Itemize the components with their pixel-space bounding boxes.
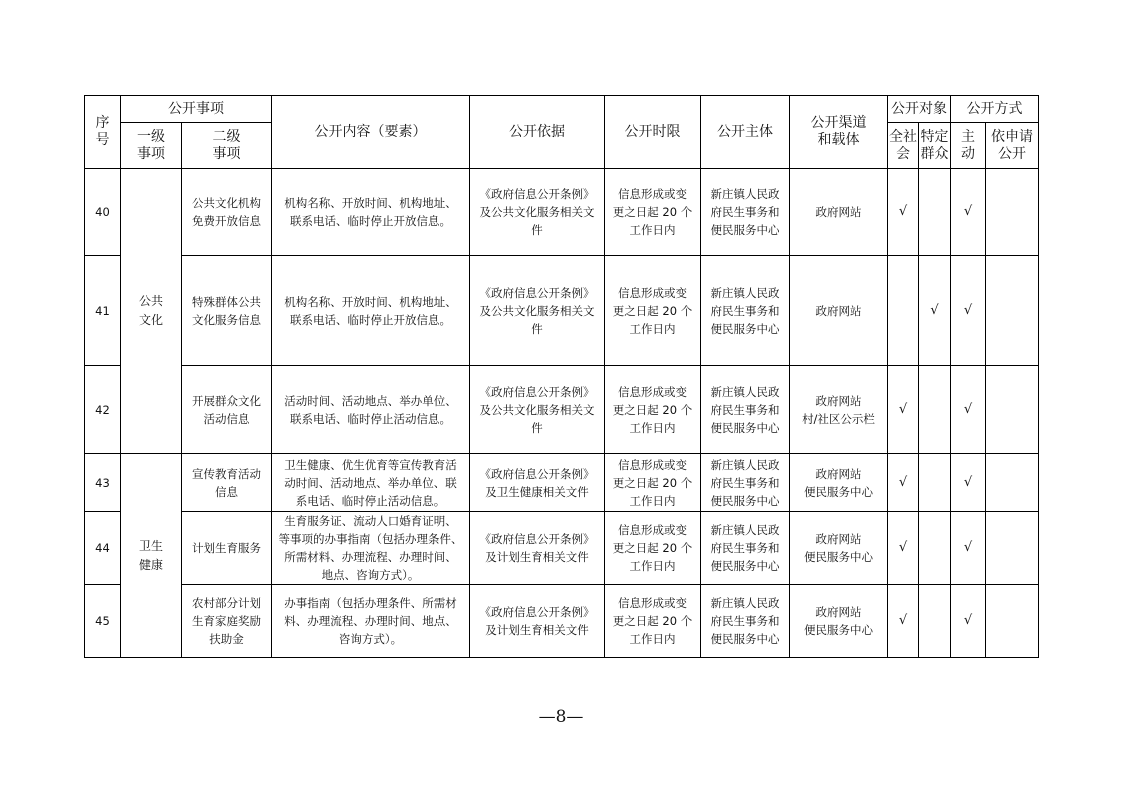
- category-culture-line1: 公共: [138, 294, 163, 308]
- row-item: [182, 454, 272, 512]
- table-row: [85, 512, 1039, 585]
- row-item-line: 宣传教育活动: [192, 466, 261, 481]
- row-content-line: 联系电话、临时停止活动信息。: [290, 411, 451, 426]
- row-content-line: 地点、咨询方式）。: [321, 568, 420, 582]
- row-content-line: 办事指南（包括办理条件、所需材: [284, 596, 457, 610]
- row-time-line: 更之日起 20 个: [612, 303, 693, 318]
- header-level1-line1: 一级: [137, 128, 165, 145]
- row-channel-line: 便民服务中心: [804, 484, 873, 499]
- row-content-line: 生育服务证、流动人口婚育证明、: [284, 514, 457, 528]
- row-basis-line: 《政府信息公开条例》: [479, 187, 595, 201]
- row-subject: [701, 256, 790, 366]
- row-content-line: 咨询方式）。: [338, 632, 403, 646]
- row-all-society-check: √: [888, 585, 919, 658]
- row-basis-line: 《政府信息公开条例》: [479, 466, 595, 481]
- header-specific: [919, 123, 951, 169]
- category-culture: [121, 169, 182, 454]
- row-all-society-check: √: [888, 454, 919, 512]
- header-channel-line1: 公开渠道: [810, 115, 867, 131]
- row-request-check: [986, 256, 1039, 366]
- row-item-line: 公共文化机构: [192, 196, 261, 210]
- row-subject-line: 便民服务中心: [710, 321, 780, 336]
- header-level1: [121, 123, 182, 169]
- row-seq: 41: [85, 256, 121, 366]
- row-active-check: √: [951, 454, 986, 512]
- row-item-line: 开展群众文化: [192, 393, 261, 408]
- row-time-line: 更之日起 20 个: [612, 402, 693, 417]
- header-specific-line1: 特定: [920, 128, 949, 145]
- row-basis-line: 《政府信息公开条例》: [479, 384, 595, 399]
- header-level2: [182, 123, 272, 169]
- row-request-check: [986, 512, 1039, 585]
- row-all-society-check: √: [888, 512, 919, 585]
- row-time-line: 工作日内: [629, 632, 676, 646]
- row-basis-line: 件: [531, 223, 543, 237]
- row-subject-line: 便民服务中心: [710, 632, 780, 646]
- row-specific-check: √: [919, 256, 951, 366]
- row-content: [272, 366, 470, 454]
- table-row: [85, 256, 1039, 366]
- row-time-line: 工作日内: [629, 223, 676, 237]
- row-timelimit: [605, 454, 701, 512]
- table-row: [85, 366, 1039, 454]
- row-active-check: √: [951, 169, 986, 256]
- row-timelimit: [605, 169, 701, 256]
- row-content: [272, 585, 470, 658]
- row-content-line: 联系电话、临时停止开放信息。: [290, 312, 451, 327]
- row-content: [272, 256, 470, 366]
- category-health-line2: 健康: [138, 557, 163, 572]
- row-content-line: 料、办理流程、办理时间、地点、: [284, 614, 457, 628]
- row-time-line: 信息形成或变: [618, 384, 687, 399]
- row-active-check: √: [951, 366, 986, 454]
- header-seq-line2: 号: [95, 132, 110, 148]
- row-basis-line: 件: [531, 420, 543, 435]
- row-time-line: 工作日内: [629, 493, 676, 508]
- row-subject-line: 府民生事务和: [710, 541, 780, 555]
- row-item-line: 农村部分计划: [192, 596, 261, 610]
- row-subject-line: 便民服务中心: [710, 559, 780, 573]
- row-basis-line: 及计划生育相关文件: [485, 550, 589, 564]
- row-content-line: 活动时间、活动地点、举办单位、: [284, 393, 457, 408]
- row-time-line: 工作日内: [629, 559, 676, 573]
- row-subject-line: 新庄镇人民政: [710, 285, 780, 300]
- table-row: [85, 454, 1039, 512]
- row-subject-line: 便民服务中心: [710, 420, 780, 435]
- row-subject: [701, 366, 790, 454]
- row-request-check: [986, 585, 1039, 658]
- row-basis-line: 及卫生健康相关文件: [485, 484, 589, 499]
- row-subject-line: 便民服务中心: [710, 493, 780, 508]
- row-all-society-check: [888, 256, 919, 366]
- row-timelimit: [605, 366, 701, 454]
- header-all-society: [888, 123, 919, 169]
- row-channel-line: 政府网站: [815, 303, 862, 318]
- row-all-society-check: √: [888, 169, 919, 256]
- row-specific-check: [919, 512, 951, 585]
- row-channel-line: 村/社区公示栏: [802, 411, 875, 426]
- row-channel: [790, 454, 888, 512]
- row-timelimit: [605, 256, 701, 366]
- row-content: [272, 169, 470, 256]
- category-culture-line2: 文化: [138, 313, 163, 327]
- row-basis: [470, 366, 605, 454]
- row-basis-line: 及公共文化服务相关文: [479, 402, 595, 417]
- header-level2-line1: 二级: [212, 128, 241, 145]
- row-subject-line: 新庄镇人民政: [710, 523, 780, 537]
- row-item: [182, 256, 272, 366]
- header-level2-line2: 事项: [212, 145, 241, 162]
- row-channel: [790, 585, 888, 658]
- row-channel-line: 政府网站: [815, 605, 862, 619]
- header-channel-line2: 和载体: [817, 132, 860, 148]
- row-active-check: √: [951, 585, 986, 658]
- row-active-check: √: [951, 256, 986, 366]
- row-basis-line: 及公共文化服务相关文: [479, 303, 595, 318]
- row-subject-line: 府民生事务和: [710, 402, 780, 417]
- row-active-check: √: [951, 512, 986, 585]
- row-specific-check: [919, 454, 951, 512]
- table-row: [85, 585, 1039, 658]
- row-basis-line: 《政府信息公开条例》: [479, 532, 595, 546]
- row-content-line: 系电话、临时停止活动信息。: [295, 493, 446, 508]
- header-basis: 公开依据: [470, 96, 605, 169]
- row-subject: [701, 169, 790, 256]
- row-item: [182, 512, 272, 585]
- row-item-line: 生育家庭奖励: [192, 614, 261, 628]
- row-time-line: 工作日内: [629, 420, 676, 435]
- header-seq-line1: 序: [95, 115, 110, 131]
- header-timelimit: 公开时限: [605, 96, 701, 169]
- row-seq: 43: [85, 454, 121, 512]
- row-time-line: 信息形成或变: [618, 457, 687, 472]
- row-basis: [470, 454, 605, 512]
- header-request-line2: 公开: [998, 145, 1026, 162]
- row-subject: [701, 512, 790, 585]
- row-channel-line: 政府网站: [815, 532, 862, 546]
- row-specific-check: [919, 585, 951, 658]
- table-row: [85, 169, 1039, 256]
- row-request-check: [986, 366, 1039, 454]
- row-content: [272, 512, 470, 585]
- row-item-line: 信息: [215, 484, 238, 499]
- row-content: [272, 454, 470, 512]
- row-channel-line: 政府网站: [815, 393, 862, 408]
- row-content-line: 联系电话、临时停止开放信息。: [290, 214, 451, 228]
- header-active-line2: 动: [961, 145, 975, 162]
- category-health-line1: 卫生: [138, 538, 163, 553]
- row-specific-check: [919, 169, 951, 256]
- row-channel: [790, 169, 888, 256]
- header-level1-line2: 事项: [137, 145, 165, 162]
- row-subject-line: 新庄镇人民政: [710, 457, 780, 472]
- row-subject-line: 府民生事务和: [710, 614, 780, 628]
- row-seq: 40: [85, 169, 121, 256]
- row-time-line: 信息形成或变: [618, 285, 687, 300]
- header-active: [951, 123, 986, 169]
- row-content-line: 等事项的办事指南（包括办理条件、: [278, 532, 463, 546]
- row-content-line: 机构名称、开放时间、机构地址、: [284, 196, 457, 210]
- row-time-line: 信息形成或变: [618, 187, 687, 201]
- row-item: [182, 169, 272, 256]
- row-channel: [790, 366, 888, 454]
- header-all-society-line2: 会: [896, 145, 910, 162]
- row-content-line: 卫生健康、优生优育等宣传教育活: [284, 457, 457, 472]
- row-basis-line: 《政府信息公开条例》: [479, 605, 595, 619]
- row-time-line: 更之日起 20 个: [612, 475, 693, 490]
- row-subject-line: 新庄镇人民政: [710, 384, 780, 399]
- row-specific-check: [919, 366, 951, 454]
- row-seq: 42: [85, 366, 121, 454]
- row-item-line: 扶助金: [209, 632, 244, 646]
- row-subject: [701, 454, 790, 512]
- header-item-group: 公开事项: [121, 96, 272, 123]
- header-all-society-line1: 全社: [889, 128, 917, 145]
- row-item-line: 计划生育服务: [192, 541, 261, 555]
- header-target-group: 公开对象: [888, 96, 951, 123]
- header-active-line1: 主: [961, 128, 975, 145]
- row-basis: [470, 585, 605, 658]
- header-request-line1: 依申请: [991, 128, 1033, 145]
- row-request-check: [986, 454, 1039, 512]
- disclosure-table: [84, 95, 1039, 658]
- header-subject: 公开主体: [701, 96, 790, 169]
- row-channel: [790, 512, 888, 585]
- row-subject-line: 新庄镇人民政: [710, 596, 780, 610]
- row-item-line: 免费开放信息: [192, 214, 261, 228]
- row-timelimit: [605, 585, 701, 658]
- row-time-line: 更之日起 20 个: [612, 205, 693, 219]
- row-basis-line: 件: [531, 321, 543, 336]
- row-basis-line: 及计划生育相关文件: [485, 623, 589, 637]
- header-seq: [85, 96, 121, 169]
- row-channel-line: 便民服务中心: [804, 550, 873, 564]
- row-basis: [470, 256, 605, 366]
- row-item-line: 活动信息: [203, 411, 250, 426]
- row-time-line: 更之日起 20 个: [612, 614, 693, 628]
- row-subject-line: 便民服务中心: [710, 223, 780, 237]
- row-item: [182, 585, 272, 658]
- row-basis-line: 《政府信息公开条例》: [479, 285, 595, 300]
- row-channel-line: 政府网站: [815, 466, 862, 481]
- row-timelimit: [605, 512, 701, 585]
- row-seq: 44: [85, 512, 121, 585]
- row-item-line: 文化服务信息: [192, 312, 261, 327]
- row-all-society-check: √: [888, 366, 919, 454]
- category-health: [121, 454, 182, 658]
- page-number: —8—: [538, 707, 584, 727]
- row-content-line: 动时间、活动地点、举办单位、联: [284, 475, 457, 490]
- row-basis: [470, 512, 605, 585]
- row-channel: [790, 256, 888, 366]
- header-request: [986, 123, 1039, 169]
- row-subject-line: 府民生事务和: [710, 475, 780, 490]
- row-basis-line: 及公共文化服务相关文: [479, 205, 595, 219]
- header-specific-line2: 群众: [920, 145, 949, 162]
- header-channel: [790, 96, 888, 169]
- row-item: [182, 366, 272, 454]
- row-time-line: 工作日内: [629, 321, 676, 336]
- row-content-line: 机构名称、开放时间、机构地址、: [284, 294, 457, 309]
- row-item-line: 特殊群体公共: [192, 294, 261, 309]
- row-request-check: [986, 169, 1039, 256]
- row-subject-line: 府民生事务和: [710, 205, 780, 219]
- row-subject-line: 新庄镇人民政: [710, 187, 780, 201]
- row-subject: [701, 585, 790, 658]
- row-time-line: 信息形成或变: [618, 596, 687, 610]
- row-channel-line: 便民服务中心: [804, 623, 873, 637]
- header-method-group: 公开方式: [951, 96, 1039, 123]
- row-seq: 45: [85, 585, 121, 658]
- row-time-line: 信息形成或变: [618, 523, 687, 537]
- row-basis: [470, 169, 605, 256]
- row-time-line: 更之日起 20 个: [612, 541, 693, 555]
- row-content-line: 所需材料、办理流程、办理时间、: [284, 550, 457, 564]
- row-channel-line: 政府网站: [815, 205, 862, 219]
- header-content: 公开内容（要素）: [272, 96, 470, 169]
- row-subject-line: 府民生事务和: [710, 303, 780, 318]
